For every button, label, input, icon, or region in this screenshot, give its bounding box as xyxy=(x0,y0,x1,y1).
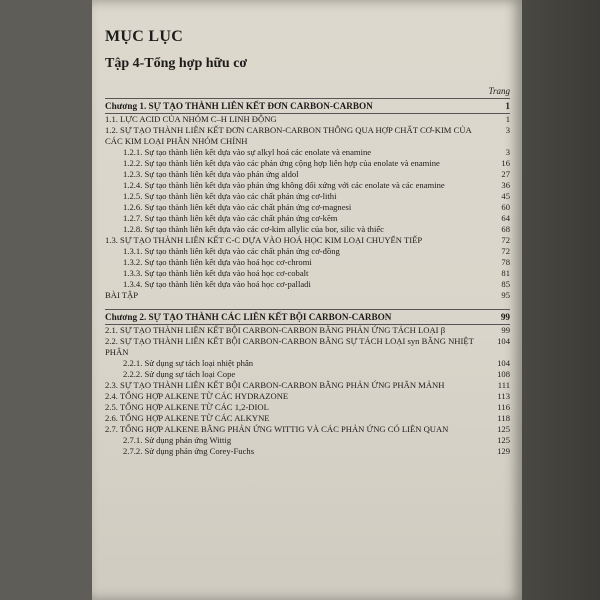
page-column-header: Trang xyxy=(488,86,510,96)
toc-section-entry xyxy=(105,402,510,413)
toc-title: MỤC LỤC xyxy=(105,28,184,45)
toc-entry-label: 2.7.2. Sử dụng phản ứng Corey-Fuchs xyxy=(123,446,255,456)
toc-entry-label: 1.2.2. Sự tạo thành liên kết dựa vào các phản ứng cộng hợp liên hợp của enolate và enamine xyxy=(123,158,440,168)
toc-entry-label: 2.4. TỔNG HỢP ALKENE TỪ CÁC HYDRAZONE xyxy=(105,391,289,401)
toc-entry-label: 2.7.1. Sử dụng phản ứng Wittig xyxy=(123,435,232,445)
toc-entry-label: 1.1. LỰC ACID CỦA NHÓM C–H LINH ĐỘNG xyxy=(105,114,277,124)
toc-entry-label: 1.3.4. Sự tạo thành liên kết dựa vào hoá học cơ-palladi xyxy=(123,279,311,289)
toc-entry-page-number: 85 xyxy=(501,279,510,289)
toc-entry-page-number: 68 xyxy=(501,224,510,234)
toc-subsection-entry xyxy=(105,369,510,380)
toc-subsection-entry xyxy=(105,435,510,446)
toc-entry-label: 1.2.6. Sự tạo thành liên kết dựa vào các chất phản ứng cơ-magnesi xyxy=(123,202,352,212)
toc-entry-label: Chương 1. SỰ TẠO THÀNH LIÊN KẾT ĐƠN CARBON-CARBON xyxy=(105,101,373,111)
toc-entry-page-number: 118 xyxy=(497,413,510,423)
toc-section-entry xyxy=(105,290,510,301)
toc-section-entry xyxy=(105,325,510,336)
toc-content xyxy=(105,28,510,457)
toc-entry-page-number: 60 xyxy=(501,202,510,212)
toc-entry-page-number: 36 xyxy=(501,180,510,190)
toc-subsection-entry xyxy=(105,169,510,180)
toc-entry-page-number: 116 xyxy=(497,402,510,412)
toc-section-entry xyxy=(105,125,510,147)
toc-chapter-entry xyxy=(105,309,510,325)
toc-entry-page-number: 27 xyxy=(501,169,510,179)
toc-entry-page-number: 113 xyxy=(497,391,510,401)
toc-entry-label: 2.2.1. Sử dụng sự tách loại nhiệt phân xyxy=(123,358,254,368)
toc-section-entry xyxy=(105,424,510,435)
toc-entry-label: 2.2.2. Sử dụng sự tách loại Cope xyxy=(123,369,236,379)
toc-entry-page-number: 125 xyxy=(497,435,510,445)
toc-subsection-entry xyxy=(105,202,510,213)
toc-entry-label: 2.6. TỔNG HỢP ALKENE TỪ CÁC ALKYNE xyxy=(105,413,270,423)
toc-entry-page-number: 125 xyxy=(497,424,510,434)
toc-entry-page-number: 72 xyxy=(501,246,510,256)
toc-entry-label: BÀI TẬP xyxy=(105,290,139,300)
toc-entry-page-number: 1 xyxy=(505,114,510,124)
toc-entry-label: 2.2. SỰ TẠO THÀNH LIÊN KẾT BỘI CARBON-CARBON BẰNG SỰ TÁCH LOẠI syn BẰNG NHIỆT PHÂN xyxy=(105,336,474,357)
toc-section-entry xyxy=(105,413,510,424)
toc-subsection-entry xyxy=(105,158,510,169)
toc-entry-label: 1.2.1. Sự tạo thành liên kết dựa vào sự alkyl hoá các enolate và enamine xyxy=(123,147,372,157)
toc-entry-page-number: 104 xyxy=(497,336,510,346)
toc-entry-label: 2.7. TỔNG HỢP ALKENE BẰNG PHẢN ỨNG WITTIG VÀ CÁC PHẢN ỨNG CÓ LIÊN QUAN xyxy=(105,424,449,434)
toc-entry-label: 2.1. SỰ TẠO THÀNH LIÊN KẾT BỘI CARBON-CARBON BẰNG PHẢN ỨNG TÁCH LOẠI β xyxy=(105,325,446,335)
toc-subsection-entry xyxy=(105,257,510,268)
background-shadow xyxy=(522,0,600,600)
toc-entry-page-number: 64 xyxy=(501,213,510,223)
toc-entry-page-number: 104 xyxy=(497,358,510,368)
toc-chapter-entry xyxy=(105,98,510,114)
toc-entry-label: Chương 2. SỰ TẠO THÀNH CÁC LIÊN KẾT BỘI CARBON-CARBON xyxy=(105,312,392,322)
toc-section-entry xyxy=(105,391,510,402)
toc-entry-page-number: 16 xyxy=(501,158,510,168)
toc-entry-page-number: 129 xyxy=(497,446,510,456)
toc-section-entry xyxy=(105,235,510,246)
toc-entry-label: 1.2.3. Sự tạo thành liên kết dựa vào phản ứng aldol xyxy=(123,169,299,179)
toc-list xyxy=(105,98,510,457)
toc-section-entry xyxy=(105,114,510,125)
toc-subsection-entry xyxy=(105,213,510,224)
toc-entry-label: 1.2.8. Sự tạo thành liên kết dựa vào các cơ-kim allylic của bor, silic và thiếc xyxy=(123,224,384,234)
toc-entry-label: 1.3. SỰ TẠO THÀNH LIÊN KẾT C-C DỰA VÀO HOÁ HỌC KIM LOẠI CHUYỂN TIẾP xyxy=(105,235,423,245)
toc-subsection-entry xyxy=(105,246,510,257)
toc-entry-label: 2.5. TỔNG HỢP ALKENE TỪ CÁC 1,2-DIOL xyxy=(105,402,269,412)
toc-entry-label: 1.3.3. Sự tạo thành liên kết dựa vào hoá học cơ-cobalt xyxy=(123,268,309,278)
toc-entry-page-number: 99 xyxy=(500,312,510,322)
toc-entry-label: 1.2.5. Sự tạo thành liên kết dựa vào các chất phản ứng cơ-lithi xyxy=(123,191,337,201)
book-page xyxy=(92,0,522,600)
toc-entry-page-number: 99 xyxy=(501,325,510,335)
toc-subsection-entry xyxy=(105,224,510,235)
toc-subsection-entry xyxy=(105,446,510,457)
toc-entry-page-number: 3 xyxy=(505,125,510,135)
toc-entry-page-number: 78 xyxy=(501,257,510,267)
toc-entry-label: 1.2. SỰ TẠO THÀNH LIÊN KẾT ĐƠN CARBON-CARBON THÔNG QUA HỢP CHẤT CƠ-KIM CỦA CÁC KIM LOẠI PHÂN NHÓM CHÍNH xyxy=(105,125,472,146)
toc-subsection-entry xyxy=(105,358,510,369)
toc-entry-page-number: 45 xyxy=(501,191,510,201)
toc-entry-page-number: 108 xyxy=(497,369,510,379)
toc-entry-page-number: 72 xyxy=(501,235,510,245)
toc-entry-page-number: 1 xyxy=(505,101,510,111)
toc-section-entry xyxy=(105,380,510,391)
volume-title: Tập 4-Tổng hợp hữu cơ xyxy=(105,56,248,71)
toc-entry-label: 1.3.2. Sự tạo thành liên kết dựa vào hoá học cơ-chromi xyxy=(123,257,312,267)
toc-entry-label: 1.2.4. Sự tạo thành liên kết dựa vào phản ứng không đối xứng với các enolate và các enamine xyxy=(123,180,445,190)
toc-entry-label: 1.3.1. Sự tạo thành liên kết dựa vào các chất phản ứng cơ-đồng xyxy=(123,246,340,256)
toc-entry-label: 1.2.7. Sự tạo thành liên kết dựa vào các chất phản ứng cơ-kẽm xyxy=(123,213,338,223)
toc-subsection-entry xyxy=(105,180,510,191)
toc-subsection-entry xyxy=(105,279,510,290)
toc-entry-page-number: 95 xyxy=(501,290,510,300)
toc-subsection-entry xyxy=(105,268,510,279)
toc-subsection-entry xyxy=(105,191,510,202)
toc-entry-page-number: 111 xyxy=(497,380,510,390)
toc-section-entry xyxy=(105,336,510,358)
toc-subsection-entry xyxy=(105,147,510,158)
toc-entry-page-number: 81 xyxy=(501,268,510,278)
toc-entry-page-number: 3 xyxy=(505,147,510,157)
toc-entry-label: 2.3. SỰ TẠO THÀNH LIÊN KẾT BỘI CARBON-CARBON BẰNG PHẢN ỨNG PHÂN MẢNH xyxy=(105,380,445,390)
